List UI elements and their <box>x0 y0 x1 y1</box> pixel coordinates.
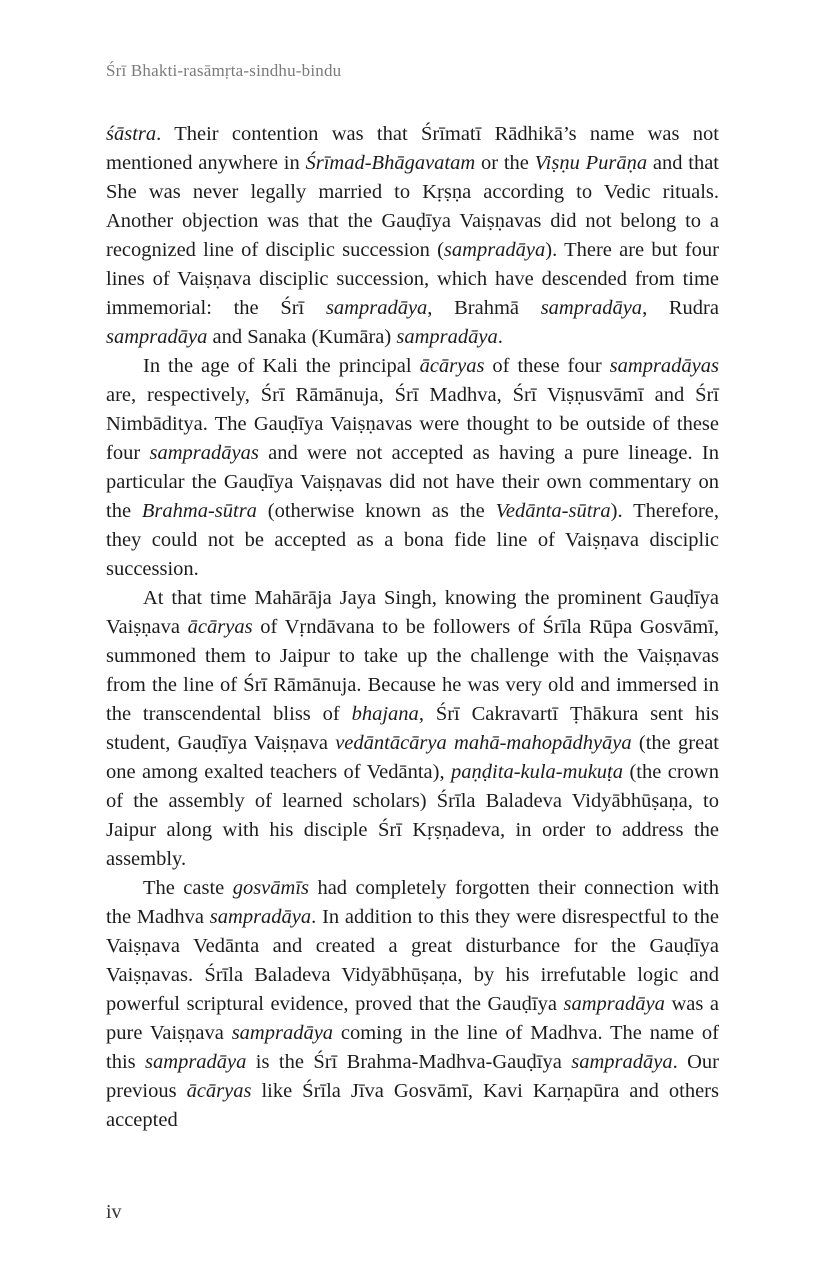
italic-term: sampradāyas <box>149 442 259 464</box>
text-run: of these four <box>484 355 610 377</box>
italic-term: sampradāya <box>443 239 546 261</box>
text-run: of Vṛndāvana to be followers of Śrīla Rūpa Gosvāmī, summoned them to Jaipur to take up the challenge with the Vaiṣṇavas from the line of Śrī Rāmānuja. Because he was very old and immersed in the transcendental bliss of <box>106 616 719 725</box>
italic-term: gosvāmīs <box>232 877 310 899</box>
body-text <box>106 120 719 1135</box>
text-run: was a pure Vaiṣṇava <box>106 993 719 1044</box>
text-run: , Rudra <box>642 297 719 319</box>
text-run: coming in the line of Madhva. The name of this <box>106 1022 719 1073</box>
text-run: At that time Mahārāja Jaya Singh, knowing the prominent Gauḍīya Vaiṣṇava <box>106 587 719 638</box>
italic-term: bhajana <box>351 703 419 725</box>
italic-term: sampradāya <box>145 1051 247 1073</box>
paragraph <box>106 584 719 874</box>
italic-term: sampradāya <box>209 906 312 928</box>
text-run: or the <box>475 152 535 174</box>
text-run: is the Śrī Brahma-Madhva-Gauḍīya <box>246 1051 572 1073</box>
italic-term: śāstra <box>106 123 157 145</box>
text-run: like Śrīla Jīva Gosvāmī, Kavi Karṇapūra and others accepted <box>106 1080 719 1131</box>
italic-term: Brahma-sūtra <box>141 500 257 522</box>
text-run: had completely forgotten their connection with the Madhva <box>106 877 719 928</box>
text-run: (the crown of the assembly of learned scholars) Śrīla Baladeva Vidyābhūṣaṇa, to Jaipur along with his disciple Śrī Kṛṣṇadeva, in order to address the assembly. <box>106 761 719 870</box>
italic-term: sampradāyas <box>609 355 719 377</box>
text-run: . Their contention was that Śrīmatī Rādhikā’s name was not mentioned anywhere in <box>106 123 719 174</box>
text-run: . In addition to this they were disrespectful to the Vaiṣṇava Vedānta and created a great disturbance for the Gauḍīya Vaiṣṇavas. Śrīla Baladeva Vidyābhūṣaṇa, by his irrefutable logic and powerful scriptural evidence, proved that the Gauḍīya <box>106 906 719 1015</box>
text-run: , Brahmā <box>427 297 541 319</box>
running-head-title: Śrī Bhakti-rasāmṛta-sindhu-bindu <box>106 61 342 80</box>
text-run: and Sanaka (Kumāra) <box>207 326 397 348</box>
text-run: ). There are but four lines of Vaiṣṇava disciplic succession, which have descended from time immemorial: the Śrī <box>106 239 719 319</box>
text-run: ). Therefore, they could not be accepted as a bona fide line of Vaiṣṇava disciplic succession. <box>106 500 719 580</box>
text-run: , Śrī Cakravartī Ṭhākura sent his student, Gauḍīya Vaiṣṇava <box>106 703 719 754</box>
text-run: are, respectively, Śrī Rāmānuja, Śrī Madhva, Śrī Viṣṇusvāmī and Śrī Nimbāditya. The Gauḍīya Vaiṣṇavas were thought to be outside of these four <box>106 384 719 464</box>
text-run: and were not accepted as having a pure lineage. In particular the Gauḍīya Vaiṣṇavas did not have their own commentary on the <box>106 442 719 522</box>
italic-term: Vedānta-sūtra <box>495 500 611 522</box>
text-run: and that She was never legally married to Kṛṣṇa according to Vedic rituals. Another objection was that the Gauḍīya Vaiṣṇavas did not belong to a recognized line of disciplic succession ( <box>106 152 719 261</box>
paragraph <box>106 120 719 352</box>
text-run: (otherwise known as the <box>256 500 496 522</box>
italic-term: sampradāya <box>325 297 428 319</box>
italic-term: sampradāya <box>571 1051 673 1073</box>
paragraph <box>106 874 719 1135</box>
italic-term: vedāntācārya mahā-mahopādhyāya <box>335 732 632 754</box>
italic-term: sampradāya <box>563 993 665 1015</box>
italic-term: paṇḍita-kula-mukuṭa <box>451 761 623 783</box>
text-run: . Our previous <box>106 1051 720 1102</box>
text-run: . <box>497 326 503 348</box>
italic-term: Śrīmad-Bhāgavatam <box>305 152 476 174</box>
italic-term: sampradāya <box>540 297 643 319</box>
italic-term: ācāryas <box>419 355 485 377</box>
text-run: The caste <box>143 877 233 899</box>
text-run: In the age of Kali the principal <box>143 355 420 377</box>
italic-term: sampradāya <box>106 326 208 348</box>
italic-term: Viṣṇu Purāṇa <box>534 152 648 174</box>
italic-term: sampradāya <box>396 326 498 348</box>
page-number: iv <box>106 1201 122 1223</box>
paragraph <box>106 352 719 584</box>
italic-term: ācāryas <box>187 616 253 638</box>
text-run: (the great one among exalted teachers of Vedānta), <box>106 732 720 783</box>
italic-term: sampradāya <box>231 1022 334 1044</box>
italic-term: ācāryas <box>186 1080 252 1102</box>
